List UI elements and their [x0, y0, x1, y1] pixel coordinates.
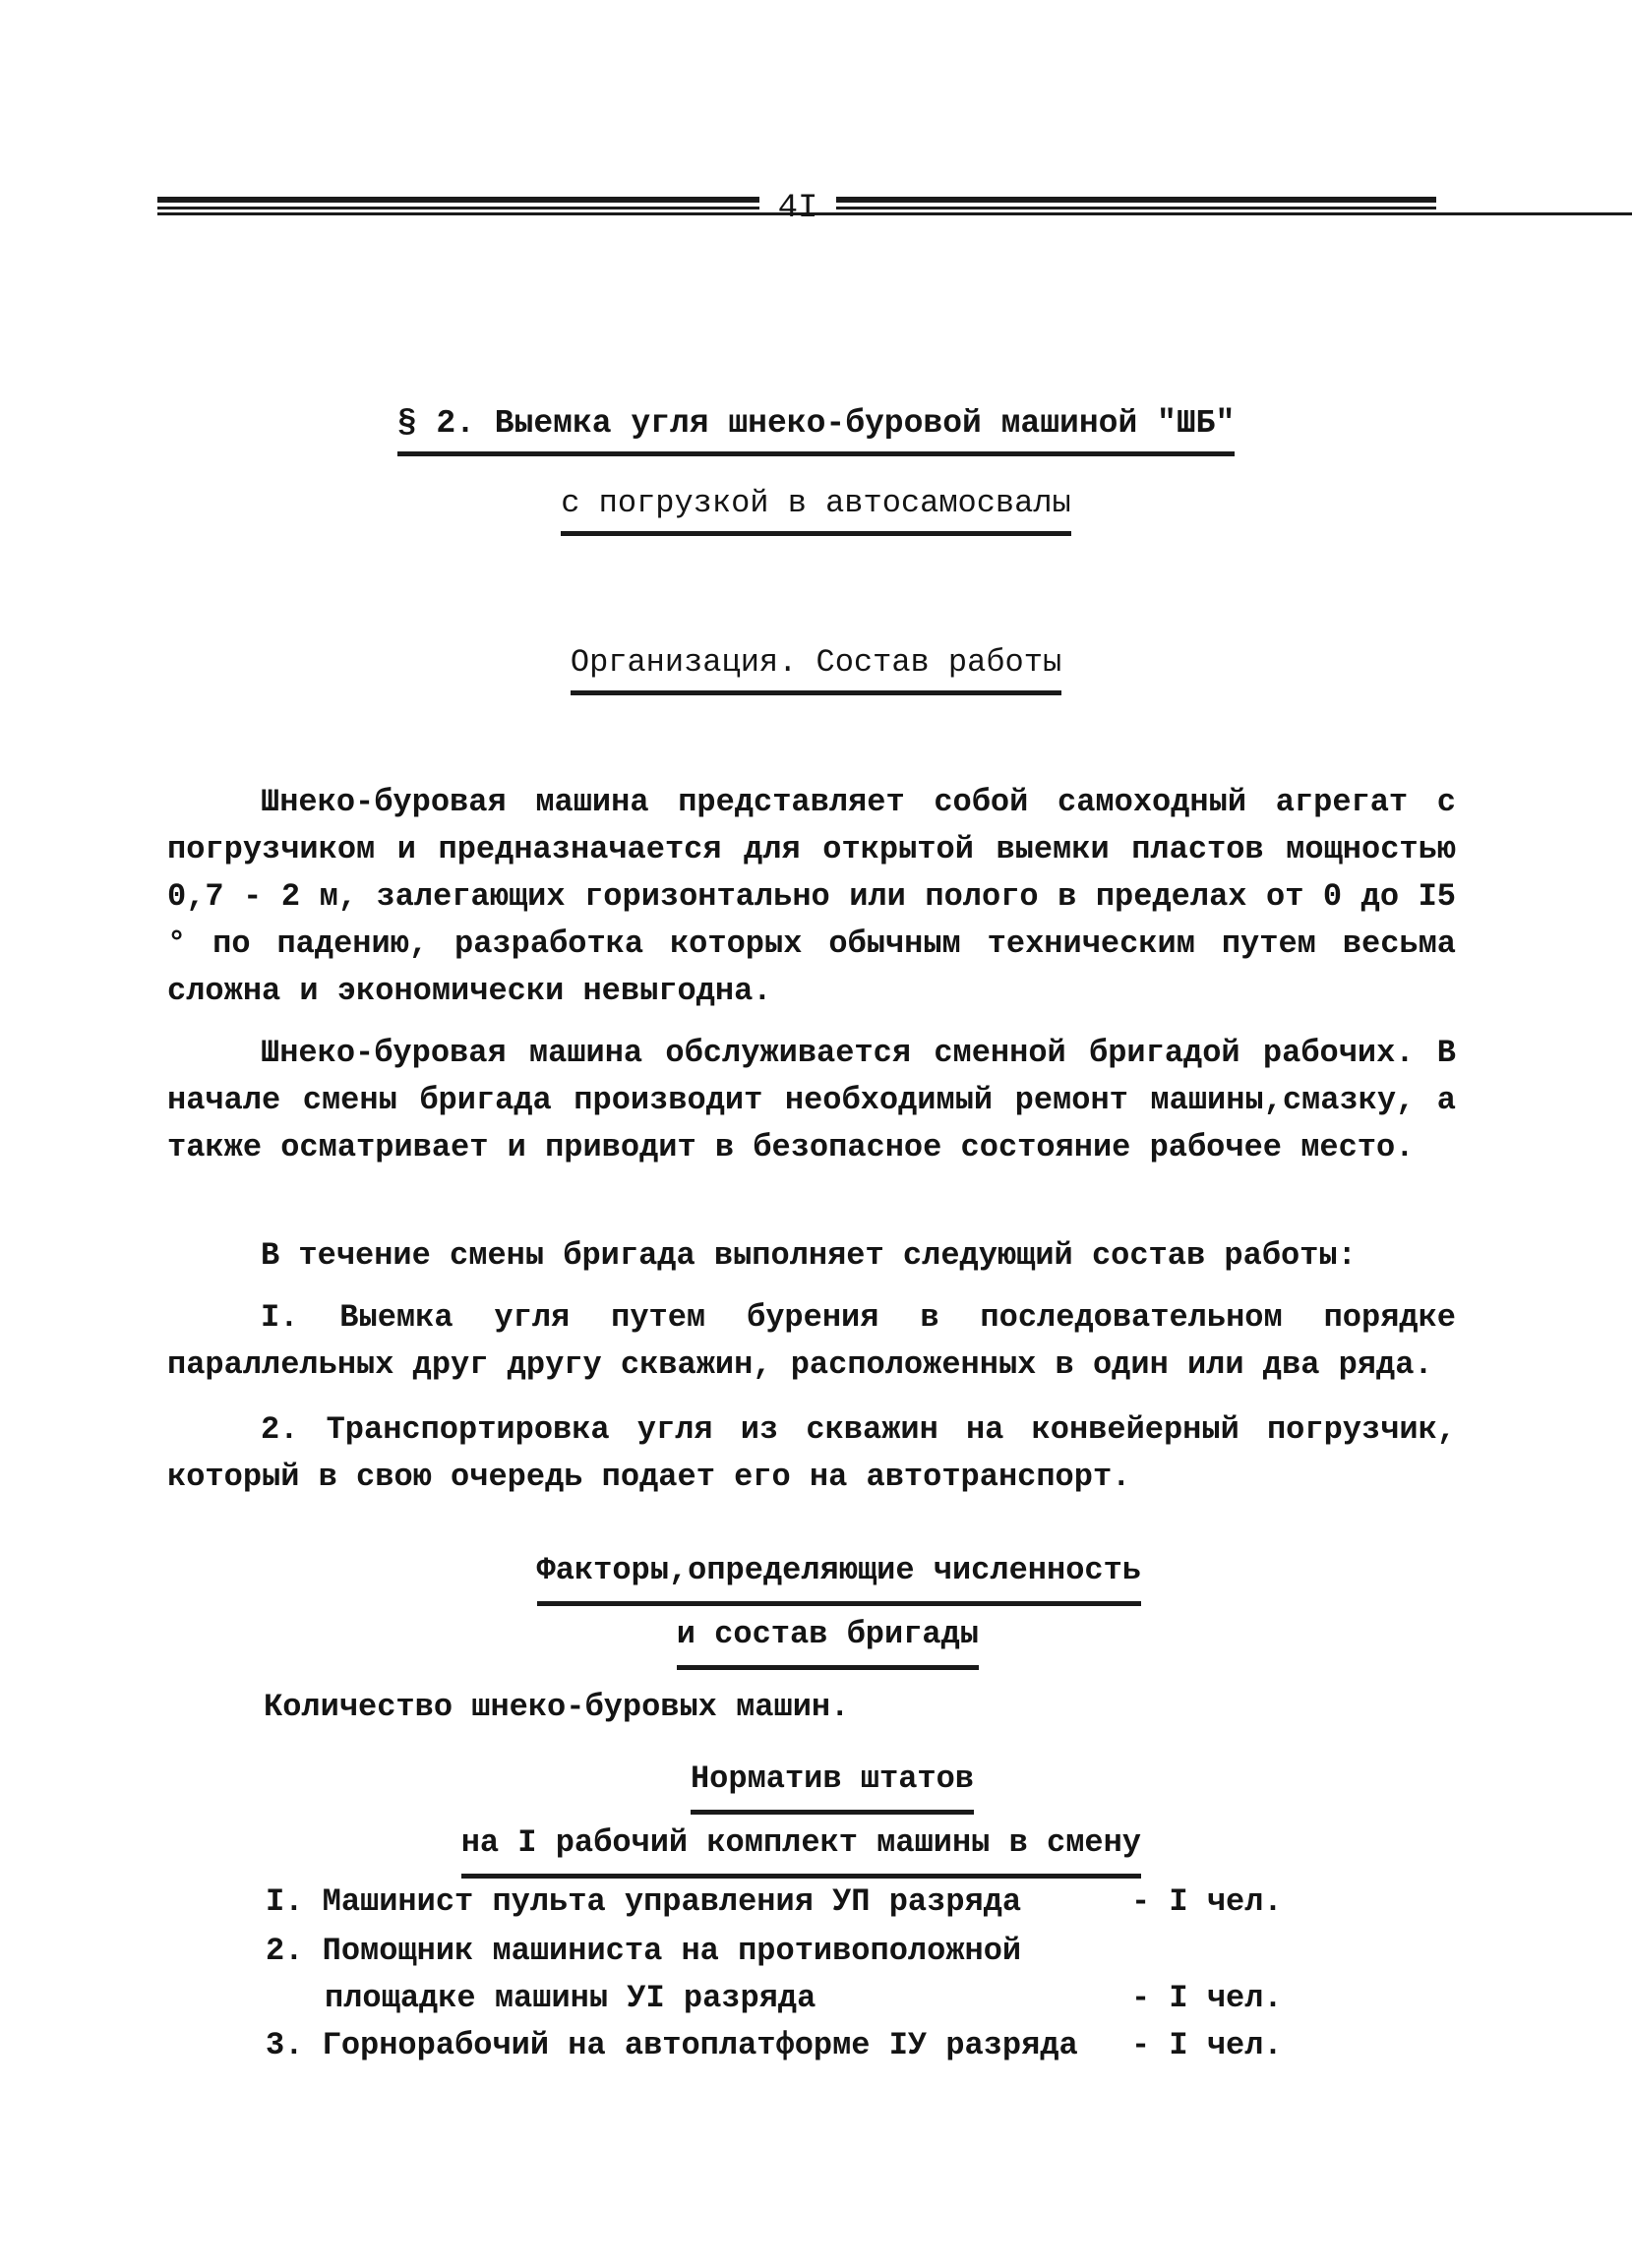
header-rule-left	[157, 197, 759, 218]
paragraph-brigade: Шнеко-буровая машина обслуживается сменной бригадой рабочих. В начале смены бригада производит необходимый ремонт машины,смазку, а также осматривает и приводит в безопасное состояние рабочее место.	[167, 1035, 1456, 1165]
factors-text: Количество шнеко-буровых машин.	[264, 1689, 850, 1725]
factors-heading-line1: Факторы,определяющие численность	[512, 1542, 1141, 1606]
paragraph-item-1: I. Выемка угля путем бурения в последовательном порядке параллельных друг другу скважин, расположенных в один или два ряда.	[167, 1299, 1456, 1383]
staff-item-1: I. Машинист пульта управления УП разряда - I чел.	[266, 1883, 1283, 1920]
factors-heading-line2: и состав бригады	[512, 1606, 1141, 1670]
section-title-line1: § 2. Выемка угля шнеко-буровой машиной "ШБ"	[0, 405, 1632, 456]
section-title-line2: с погрузкой в автосамосвалы	[0, 485, 1632, 536]
staff-item-2: 2. Помощник машиниста на противоположной	[266, 1933, 1022, 1969]
page-header	[157, 187, 1436, 230]
norm-heading-line1: Норматив штатов	[295, 1751, 1141, 1815]
paragraph-shift-work: В течение смены бригада выполняет следующий состав работы:	[261, 1237, 1357, 1274]
norm-heading	[295, 1751, 1141, 1879]
organization-heading: Организация. Состав работы	[0, 644, 1632, 695]
header-rule-right	[836, 197, 1436, 218]
paragraph-item-2: 2. Транспортировка угля из скважин на конвейерный погрузчик, который в свою очередь подает его на автотранспорт.	[167, 1411, 1456, 1495]
staff-item-3: 3. Горнорабочий на автоплатформе IУ разряда - I чел.	[266, 2027, 1283, 2063]
norm-heading-line2: на I рабочий комплект машины в смену	[295, 1815, 1141, 1879]
staff-item-2-cont: площадке машины УI разряда - I чел.	[325, 1980, 1283, 2016]
factors-heading	[512, 1542, 1141, 1670]
paragraph-description: Шнеко-буровая машина представляет собой самоходный агрегат с погрузчиком и предназначается для открытой выемки пластов мощностью 0,7 - 2 м, залегающих горизонтально или полого в пределах от 0 до I5 ° по падению, разработка которых обычным техническим путем весьма сложна и экономически невыгодна.	[167, 784, 1456, 1009]
page-number: 4I	[777, 190, 818, 227]
